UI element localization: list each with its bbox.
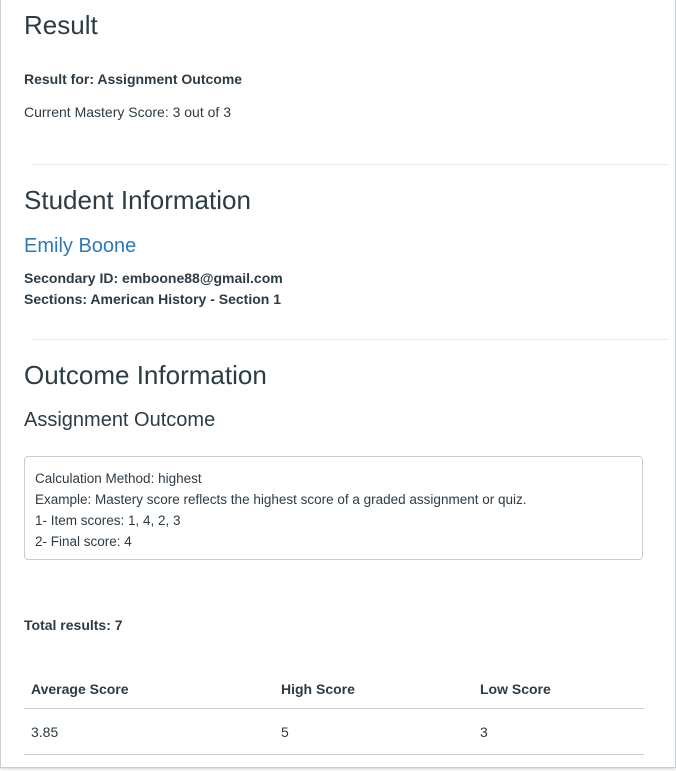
- calculation-item-scores: 1- Item scores: 1, 4, 2, 3: [35, 513, 181, 528]
- high-score-value: 5: [274, 709, 473, 755]
- student-info-heading: Student Information: [24, 185, 251, 215]
- calculation-method: Calculation Method: highest: [35, 471, 202, 486]
- result-heading: Result: [24, 10, 98, 40]
- header-average-score: Average Score: [24, 670, 274, 709]
- header-high-score: High Score: [274, 670, 473, 709]
- low-score-value: 3: [473, 709, 644, 755]
- divider: [33, 164, 669, 165]
- sections-info: Sections: American History - Section 1: [24, 291, 281, 307]
- outcome-info-heading: Outcome Information: [24, 360, 267, 390]
- result-for-label: Result for: Assignment Outcome: [24, 71, 243, 87]
- student-name-link[interactable]: Emily Boone: [24, 235, 137, 257]
- header-low-score: Low Score: [473, 670, 644, 709]
- table-row: [24, 709, 644, 755]
- outcome-title: Assignment Outcome: [24, 409, 216, 431]
- mastery-score-text: Current Mastery Score: 3 out of 3: [24, 104, 231, 120]
- average-score-value: 3.85: [24, 709, 274, 755]
- secondary-id: Secondary ID: emboone88@gmail.com: [24, 270, 283, 286]
- table-header-row: [24, 670, 644, 709]
- calculation-final-score: 2- Final score: 4: [35, 534, 132, 549]
- divider: [33, 339, 669, 340]
- calculation-method-box: [24, 456, 643, 560]
- calculation-example: Example: Mastery score reflects the highest score of a graded assignment or quiz.: [35, 492, 527, 507]
- results-table: [24, 670, 644, 755]
- total-results: Total results: 7: [24, 617, 123, 633]
